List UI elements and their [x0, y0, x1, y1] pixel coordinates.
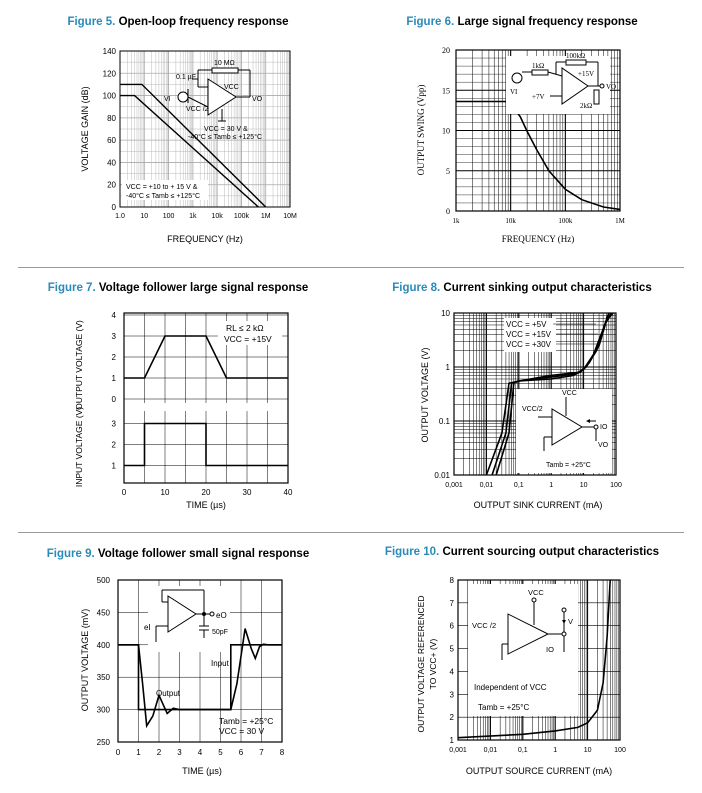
- x-tick-label: 2: [156, 748, 162, 757]
- r2-label: 100kΩ: [566, 52, 586, 60]
- figure-6-title: [362, 16, 682, 28]
- y-axis-label: VOLTAGE GAIN (dB): [80, 86, 90, 172]
- y-tick-label: 4: [449, 667, 454, 677]
- x-tick-label: 1: [553, 747, 558, 754]
- x-tick-label: 5: [218, 748, 223, 757]
- x-axis-label: TIME (µs): [182, 766, 222, 776]
- figure-10-title: [362, 546, 682, 558]
- x-tick-label: 10k: [211, 213, 223, 220]
- figure-5-title: [18, 16, 338, 28]
- vi-label: VI: [510, 88, 518, 96]
- figure-number: Figure 10.: [384, 546, 440, 558]
- x-tick-label: 10: [579, 482, 588, 489]
- y-tick-label: 40: [107, 158, 116, 168]
- y-tick-label: 60: [107, 136, 116, 146]
- io-label: IO: [546, 645, 554, 654]
- x-tick-label: 100k: [558, 217, 573, 225]
- figure-10-chart: [408, 572, 662, 784]
- x-axis-label: OUTPUT SOURCE CURRENT (mA): [465, 766, 613, 776]
- x-tick-label: 20: [201, 488, 211, 497]
- y-tick-label: 8: [449, 576, 454, 585]
- y-tick-label: 100: [102, 91, 116, 101]
- y-tick-label: 1: [111, 374, 116, 383]
- opamp-inset: [164, 60, 263, 121]
- figure-title-text: Large signal frequency response: [457, 16, 638, 28]
- input-label: Input: [211, 659, 229, 668]
- ei-label: eI: [144, 623, 151, 632]
- figure-title-text: Current sourcing output characteristics: [442, 546, 660, 558]
- opamp-inset: [144, 586, 230, 652]
- y-tick-label: 4: [111, 311, 116, 320]
- y-tick-label: 1: [111, 461, 116, 471]
- capacitor-label: 0.1 µF: [176, 74, 196, 81]
- figure-number: Figure 5.: [67, 16, 116, 28]
- annotation-15v-line1: VCC = +10 to + 15 V &: [126, 184, 198, 191]
- figure-title-text: Voltage follower small signal response: [97, 548, 310, 560]
- y-tick-label: 1: [445, 363, 450, 372]
- r3-label: 2kΩ: [580, 102, 593, 110]
- x-tick-label: 100: [162, 213, 175, 220]
- annotation-tamb: Tamb = +25°C: [219, 716, 274, 726]
- x-tick-label: 30: [242, 488, 252, 497]
- y-tick-label: 7: [449, 598, 454, 608]
- x-tick-label: 6: [238, 748, 244, 757]
- x-axis-label: FREQUENCY (Hz): [501, 234, 575, 244]
- legend-vcc15: VCC = +15V: [506, 330, 551, 339]
- y-tick-label: 3: [111, 332, 116, 341]
- axis-break: [120, 403, 292, 411]
- vcc-label: VCC: [224, 84, 239, 91]
- y-tick-label: 0: [111, 395, 116, 404]
- figure-7-title: [18, 282, 338, 294]
- figure-8-title: [362, 282, 682, 294]
- y-axis-label-input: INPUT VOLTAGE (V): [74, 406, 84, 488]
- vo-label: VO: [606, 83, 617, 91]
- x-tick-label: 0,01: [483, 747, 498, 754]
- opamp-inset: [506, 52, 616, 114]
- y-tick-label: 0.01: [434, 471, 450, 480]
- y-axis-label: OUTPUT SWING (Vpp): [416, 84, 426, 176]
- vcc-label: VCC: [528, 588, 544, 597]
- vcc-label: VCC: [562, 390, 577, 397]
- figure-9-title: [18, 548, 338, 560]
- y-tick-label: 0: [446, 207, 450, 216]
- y-tick-label: 6: [449, 621, 454, 631]
- y-tick-label: 120: [102, 69, 116, 79]
- y-tick-label: 10: [442, 126, 450, 136]
- y-tick-label: 5: [449, 644, 454, 654]
- x-tick-label: 100: [614, 747, 626, 754]
- figure-number: Figure 6.: [406, 16, 455, 28]
- x-tick-label: 4: [197, 748, 203, 757]
- vo-label: VO: [598, 442, 609, 449]
- figure-8-chart: [410, 305, 660, 517]
- y-tick-label: 350: [96, 673, 110, 683]
- tamb-label: Tamb = +25°C: [478, 703, 530, 712]
- figure-9-chart: [70, 572, 320, 784]
- x-tick-label: 0,01: [479, 482, 494, 489]
- legend-vcc30: VCC = +30V: [506, 340, 551, 349]
- opamp-inset: [516, 389, 612, 473]
- y-tick-label: 2: [111, 440, 116, 450]
- y-tick-label: 450: [96, 608, 110, 618]
- x-tick-label: 0,001: [445, 482, 463, 489]
- annotation-30v-line1: VCC = 30 V &: [204, 126, 248, 133]
- x-axis-label: OUTPUT SINK CURRENT (mA): [473, 500, 603, 510]
- r1-label: 1kΩ: [532, 62, 545, 70]
- x-tick-label: 1k: [189, 213, 197, 220]
- x-axis-label: FREQUENCY (Hz): [167, 234, 243, 244]
- x-tick-label: 1: [549, 482, 554, 489]
- annotation-rl: RL ≤ 2 kΩ: [226, 323, 264, 333]
- vcc2-label: VCC /2: [186, 106, 209, 113]
- y-tick-label: 80: [107, 113, 116, 123]
- y-tick-label: 20: [442, 46, 450, 55]
- x-tick-label: 0,001: [449, 747, 467, 754]
- y-tick-label: 2: [449, 713, 454, 723]
- annotation-15v-line2: -40°C ≤ Tamb ≤ +125°C: [126, 193, 201, 200]
- y-tick-label: 15: [442, 86, 450, 96]
- figure-number: Figure 7.: [47, 282, 96, 294]
- vplus-label: +15V: [578, 70, 595, 78]
- y-tick-label: 500: [96, 576, 110, 585]
- resistor-label: 10 MΩ: [214, 60, 235, 67]
- annotation-vcc: VCC = +15V: [224, 334, 272, 344]
- y-tick-label: 140: [102, 47, 116, 56]
- figure-title-text: Open-loop frequency response: [118, 16, 289, 28]
- figure-title-text: Current sinking output characteristics: [443, 282, 652, 294]
- y-axis-label: OUTPUT VOLTAGE (V): [420, 347, 430, 443]
- vi-label: VI: [164, 96, 171, 103]
- x-tick-label: 1.0: [115, 213, 125, 220]
- x-tick-label: 1M: [260, 213, 271, 220]
- y-tick-label: 400: [96, 640, 110, 650]
- figure-number: Figure 9.: [46, 548, 95, 560]
- eo-label: eO: [216, 611, 227, 620]
- figure-5-chart: [68, 45, 308, 245]
- y-axis-label: OUTPUT VOLTAGE (mV): [80, 608, 90, 712]
- y-tick-label: 0.1: [438, 417, 450, 426]
- annotation-vcc: VCC = 30 V: [219, 726, 265, 736]
- x-tick-label: 0: [115, 748, 121, 757]
- x-tick-label: 8: [279, 748, 285, 757]
- x-tick-label: 10: [583, 747, 592, 754]
- x-tick-label: 10k: [505, 217, 516, 225]
- y-axis-label-output: OUTPUT VOLTAGE (V): [74, 320, 84, 410]
- x-tick-label: 10M: [283, 213, 297, 220]
- cap-label: 50pF: [212, 629, 228, 636]
- figure-6-chart: [410, 42, 655, 252]
- vcc2-label: VCC/2: [522, 406, 543, 413]
- x-tick-label: 3: [177, 748, 182, 757]
- y-tick-label: 5: [446, 166, 450, 176]
- x-tick-label: 1M: [615, 217, 625, 225]
- y-axis-label-line2: TO VCC+ (V): [428, 638, 438, 690]
- y-tick-label: 0: [111, 203, 116, 212]
- y-tick-label: 20: [107, 180, 116, 190]
- x-tick-label: 1: [136, 748, 141, 757]
- opamp-inset: [468, 584, 578, 716]
- figure-7-chart: [70, 305, 320, 515]
- io-label: IO: [600, 424, 608, 431]
- legend-vcc5: VCC = +5V: [506, 320, 547, 329]
- x-tick-label: 0,1: [517, 747, 528, 754]
- x-tick-label: 0,1: [513, 482, 524, 489]
- y-tick-label: 3: [449, 690, 454, 700]
- y-tick-label: 3: [111, 419, 116, 429]
- y-axis-label-line1: OUTPUT VOLTAGE REFERENCED: [416, 595, 426, 733]
- vo-label: VO: [252, 96, 263, 103]
- x-tick-label: 10: [140, 213, 149, 220]
- x-tick-label: 7: [259, 748, 264, 757]
- x-tick-label: 100: [610, 482, 622, 489]
- x-tick-label: 1k: [452, 217, 460, 225]
- vcc2-label: VCC /2: [472, 621, 497, 630]
- separator: [18, 532, 684, 533]
- v7-label: +7V: [532, 93, 545, 101]
- y-tick-label: 250: [96, 738, 110, 747]
- x-tick-label: 10: [160, 488, 170, 497]
- x-axis-label: TIME (µs): [186, 500, 226, 510]
- x-tick-label: 40: [283, 488, 293, 497]
- figure-title-text: Voltage follower large signal response: [98, 282, 309, 294]
- output-label: Output: [156, 689, 181, 698]
- x-tick-label: 100k: [233, 213, 250, 220]
- y-tick-label: 10: [441, 309, 450, 318]
- vo-label: V: [568, 617, 574, 626]
- tamb-label: Tamb = +25°C: [546, 462, 591, 469]
- output-swing-curve: [456, 102, 620, 210]
- y-tick-label: 300: [96, 705, 110, 715]
- figure-number: Figure 8.: [392, 282, 441, 294]
- y-tick-label: 1: [449, 736, 454, 745]
- x-tick-label: 0: [121, 488, 127, 497]
- y-tick-label: 2: [111, 353, 116, 362]
- independent-label: Independent of VCC: [474, 683, 547, 692]
- separator: [18, 267, 684, 268]
- annotation-30v-line2: -40°C ≤ Tamb ≤ +125°C: [188, 134, 263, 141]
